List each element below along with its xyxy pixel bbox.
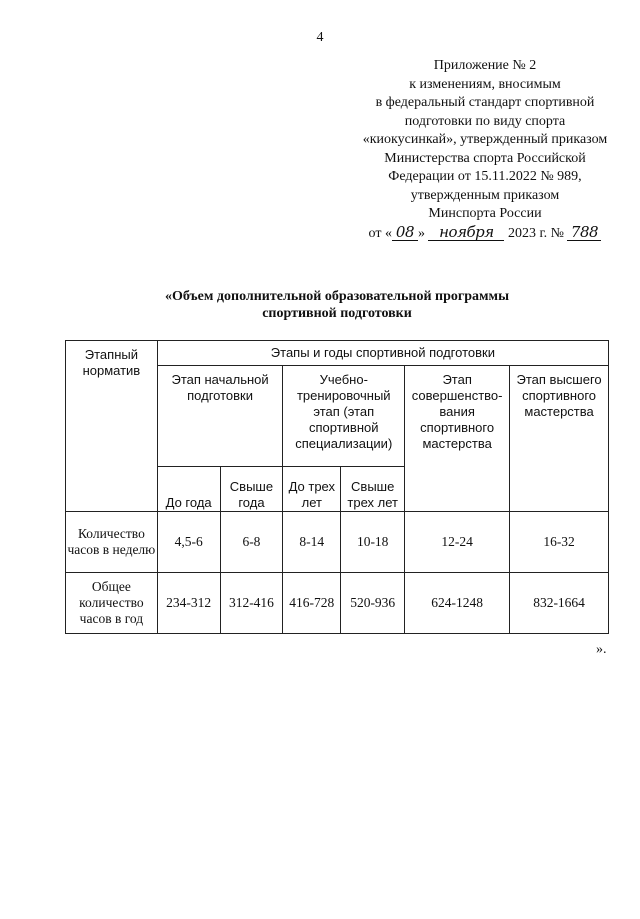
norm-header: Этапный норматив bbox=[66, 341, 158, 512]
table-cell: 12-24 bbox=[405, 512, 510, 573]
table-cell: 4,5-6 bbox=[157, 512, 220, 573]
header-line: Минспорта России bbox=[428, 206, 542, 221]
table-cell: 312-416 bbox=[220, 573, 283, 634]
date-quote-close: » bbox=[417, 225, 425, 241]
row-label: Количество часов в неделю bbox=[66, 512, 158, 573]
table-cell: 8-14 bbox=[283, 512, 341, 573]
stage-header: Учебно-тренировочный этап (этап спортивной специализации) bbox=[283, 366, 405, 467]
header-line: подготовки по виду спорта bbox=[404, 113, 566, 129]
header-line: к изменениям, вносимым bbox=[409, 76, 561, 92]
sub-header: До года bbox=[157, 467, 220, 512]
header-line: Приложение № 2 bbox=[433, 58, 537, 73]
stage-header: Этап совершенство-вания спортивного мастерства bbox=[405, 366, 510, 512]
table-cell: 16-32 bbox=[510, 512, 609, 573]
header-line: утвержденным приказом bbox=[410, 187, 560, 203]
header-line: Федерации от 15.11.2022 № 989, bbox=[388, 169, 582, 184]
stage-header: Этап высшего спортивного мастерства bbox=[510, 366, 609, 512]
table-row bbox=[66, 573, 609, 634]
header-line: «киокусинкай», утвержденный приказом bbox=[362, 132, 608, 147]
program-volume-table bbox=[65, 340, 609, 634]
table-cell: 6-8 bbox=[220, 512, 283, 573]
page-number: 4 bbox=[316, 30, 324, 45]
sub-header: Свыше года bbox=[220, 467, 283, 512]
table-cell: 624-1248 bbox=[405, 573, 510, 634]
handwritten-order-number: 788 bbox=[567, 224, 601, 241]
stages-header: Этапы и годы спортивной подготовки bbox=[157, 341, 608, 366]
date-prefix: от « bbox=[368, 225, 392, 241]
appendix-header bbox=[340, 57, 630, 243]
closing-quote: ». bbox=[596, 642, 607, 657]
order-date-line bbox=[340, 224, 630, 244]
handwritten-day: 08 bbox=[392, 224, 418, 241]
table-cell: 416-728 bbox=[283, 573, 341, 634]
header-line: Министерства спорта Российской bbox=[384, 150, 586, 166]
document-title bbox=[0, 288, 640, 322]
handwritten-month: ноября bbox=[428, 224, 504, 241]
table-cell: 520-936 bbox=[341, 573, 405, 634]
table-cell: 10-18 bbox=[341, 512, 405, 573]
stage-header: Этап начальной подготовки bbox=[157, 366, 283, 467]
header-line: в федеральный стандарт спортивной bbox=[375, 95, 595, 110]
date-year: 2023 г. № bbox=[507, 225, 564, 241]
table-cell: 832-1664 bbox=[510, 573, 609, 634]
table-row bbox=[66, 512, 609, 573]
row-label: Общее количество часов в год bbox=[66, 573, 158, 634]
title-line: «Объем дополнительной образовательной программы bbox=[164, 289, 510, 304]
table-cell: 234-312 bbox=[157, 573, 220, 634]
sub-header: Свыше трех лет bbox=[341, 467, 405, 512]
title-line: спортивной подготовки bbox=[262, 306, 412, 321]
sub-header: До трех лет bbox=[283, 467, 341, 512]
